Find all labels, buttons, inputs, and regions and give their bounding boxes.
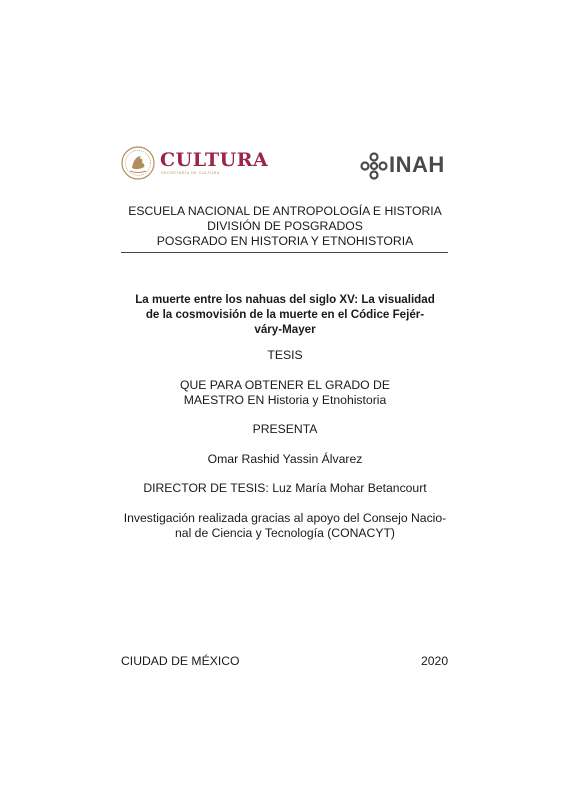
header-divider	[121, 252, 448, 253]
institution-division: DIVISIÓN DE POSGRADOS	[207, 219, 363, 233]
mexican-coat-of-arms-icon	[121, 146, 155, 180]
inah-emblem-icon	[359, 151, 389, 181]
cultura-subtitle: SECRETARÍA DE CULTURA	[161, 171, 220, 175]
inah-wordmark: INAH	[389, 152, 445, 177]
funding-line: Investigación realizada gracias al apoyo del Consejo Nacio-	[123, 511, 447, 525]
degree-line: MAESTRO EN Historia y Etnohistoria	[183, 393, 387, 407]
thesis-director: DIRECTOR DE TESIS: Luz María Mohar Betancourt	[143, 481, 427, 495]
thesis-title-line: váry-Mayer	[254, 323, 316, 336]
thesis-title	[121, 292, 449, 337]
footer-year: 2020	[421, 654, 449, 668]
thesis-title-line: La muerte entre los nahuas del siglo XV: La visualidad	[135, 293, 435, 306]
author-name: Omar Rashid Yassin Álvarez	[207, 452, 363, 466]
footer-city: CIUDAD DE MÉXICO	[121, 654, 240, 668]
funding-line: nal de Ciencia y Tecnología (CONACYT)	[175, 526, 395, 540]
logo-bar	[121, 144, 449, 184]
thesis-title-line: de la cosmovisión de la muerte en el Códice Fejér-	[145, 308, 425, 321]
degree-line: QUE PARA OBTENER EL GRADO DE	[180, 378, 390, 392]
institution-school: ESCUELA NACIONAL DE ANTROPOLOGÍA E HISTORIA	[128, 204, 442, 218]
cultura-logo	[121, 144, 271, 184]
institution-program: POSGRADO EN HISTORIA Y ETNOHISTORIA	[156, 234, 414, 248]
institution-block	[121, 204, 449, 249]
cultura-wordmark: CULTURA	[160, 149, 269, 171]
inah-logo	[359, 150, 451, 182]
document-type: TESIS	[267, 348, 303, 362]
presenta-label: PRESENTA	[252, 422, 318, 436]
